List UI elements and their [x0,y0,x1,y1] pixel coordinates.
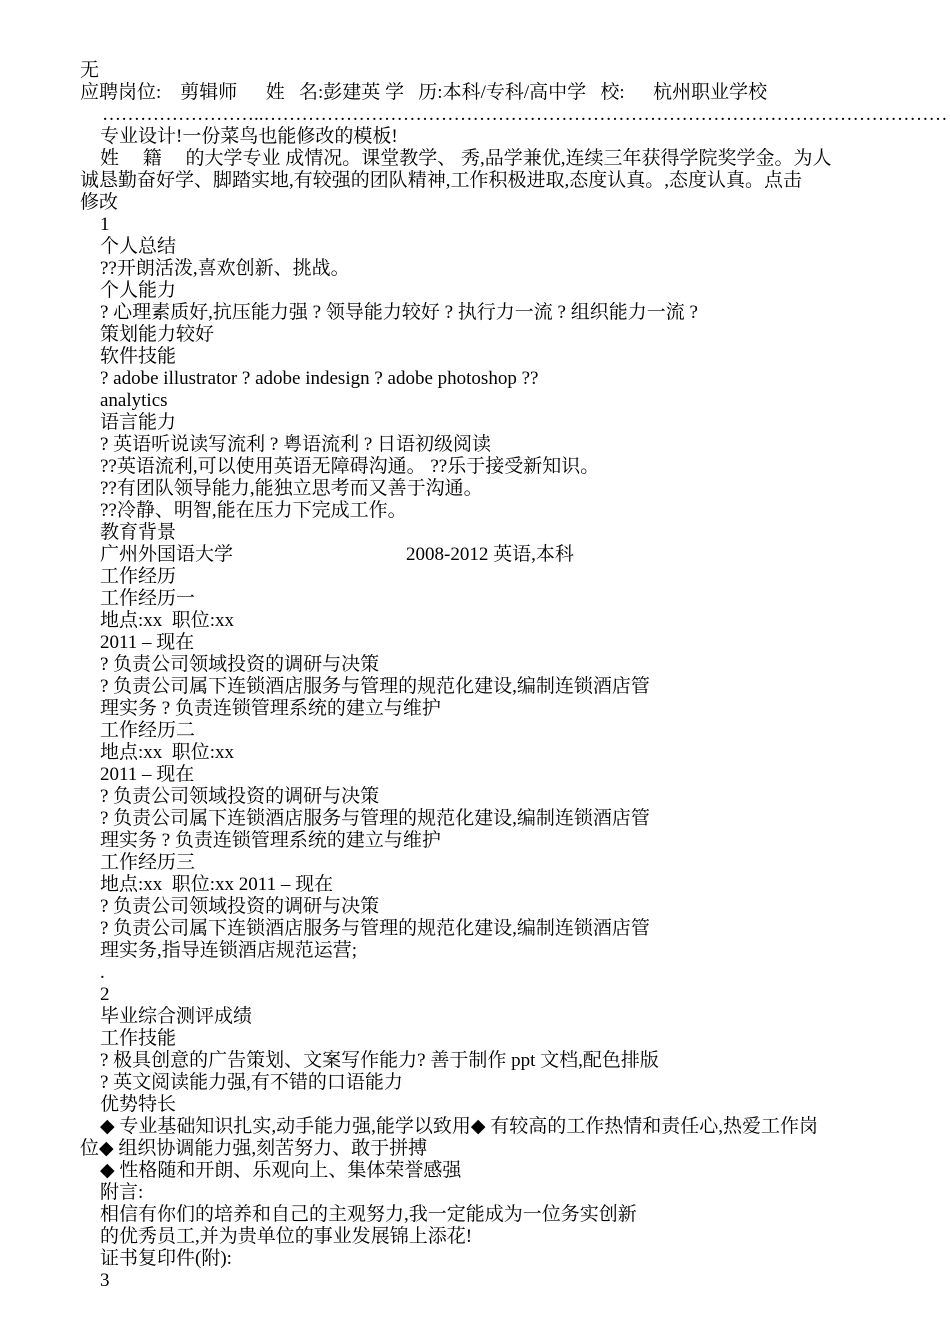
summary-heading: 个人总结 [100,236,177,257]
language-line-4: ??冷静、明智,能在压力下完成工作。 [100,500,407,521]
job-2-place: 地点:xx 职位:xx [100,742,235,763]
appendix-heading: 附言: [100,1182,144,1203]
language-heading: 语言能力 [100,412,177,433]
appendix-line-1: 相信有你们的培养和自己的主观努力,我一定能成为一位务实创新 [100,1204,637,1225]
job-2-duty-3: 理实务 ? 负责连锁管理系统的建立与维护 [100,830,441,851]
ability-heading: 个人能力 [100,280,177,301]
job-2-title: 工作经历二 [100,720,196,741]
education-school: 广州外国语大学 [100,544,234,565]
summary-text: ??开朗活泼,喜欢创新、挑战。 [100,258,350,279]
work-skills-line-2: ? 英文阅读能力强,有不错的口语能力 [100,1072,403,1093]
grades-heading: 毕业综合测评成绩 [100,1006,253,1027]
strengths-heading: 优势特长 [100,1094,177,1115]
job-2-duty-2: ? 负责公司属下连锁酒店服务与管理的规范化建设,编制连锁酒店管 [100,808,650,829]
stray-dot: . [100,962,105,983]
certificate-copies-label: 证书复印件(附): [100,1248,232,1269]
job-1-title: 工作经历一 [100,588,196,609]
education-detail: 2008-2012 英语,本科 [406,544,574,565]
software-line-1: ? adobe illustrator ? adobe indesign ? adobe photoshop ?? [100,368,539,389]
job-1-period: 2011 – 现在 [100,632,195,653]
job-1-duty-3: 理实务 ? 负责连锁管理系统的建立与维护 [100,698,441,719]
software-heading: 软件技能 [100,346,177,367]
work-heading: 工作经历 [100,566,177,587]
education-heading: 教育背景 [100,522,177,543]
intro-line-1: 专业设计!一份菜鸟也能修改的模板! [100,126,398,147]
job-1-duty-2: ? 负责公司属下连锁酒店服务与管理的规范化建设,编制连锁酒店管 [100,676,650,697]
ability-line-2: 策划能力较好 [100,324,215,345]
intro-line-2: 姓 籍 的大学专业 成情况。课堂教学、 秀,品学兼优,连续三年获得学院奖学金。为人 [100,148,832,169]
work-skills-heading: 工作技能 [100,1028,177,1049]
intro-line-3: 诚恳勤奋好学、脚踏实地,有较强的团队精神,工作积极进取,态度认真。,态度认真。点击 [80,170,803,191]
top-text: 无 [80,60,100,81]
language-line-2: ??英语流利,可以使用英语无障碍沟通。 ??乐于接受新知识。 [100,456,600,477]
work-skills-line-1: ? 极具创意的广告策划、文案写作能力? 善于制作 ppt 文档,配色排版 [100,1050,659,1071]
appendix-line-2: 的优秀员工,并为贵单位的事业发展锦上添花! [100,1226,473,1247]
job-2-period: 2011 – 现在 [100,764,195,785]
job-3-place: 地点:xx 职位:xx 2011 – 现在 [100,874,334,895]
job-3-title: 工作经历三 [100,852,196,873]
job-3-duty-3: 理实务,指导连锁酒店规范运营; [100,940,358,961]
strengths-line-1: ◆ 专业基础知识扎实,动手能力强,能学以致用◆ 有较高的工作热情和责任心,热爱工作岗 [100,1116,818,1137]
strengths-line-2: 位◆ 组织协调能力强,刻苦努力、敢于拼搏 [80,1138,428,1159]
job-1-place: 地点:xx 职位:xx [100,610,235,631]
language-line-3: ??有团队领导能力,能独立思考而又善于沟通。 [100,478,483,499]
job-3-duty-2: ? 负责公司属下连锁酒店服务与管理的规范化建设,编制连锁酒店管 [100,918,650,939]
job-3-duty-1: ? 负责公司领域投资的调研与决策 [100,896,380,917]
dotted-separator: ……………………..……………………………………………………………………………………………… [102,104,948,125]
job-1-duty-1: ? 负责公司领域投资的调研与决策 [100,654,380,675]
page-number-2: 2 [100,984,110,1005]
intro-line-4: 修改 [80,192,119,213]
page-number-3: 3 [100,1270,110,1291]
page-number-1: 1 [100,214,110,235]
job-2-duty-1: ? 负责公司领域投资的调研与决策 [100,786,380,807]
software-line-2: analytics [100,390,168,411]
applicant-meta-line: 应聘岗位: 剪辑师 姓 名:彭建英 学 历:本科/专科/高中学 校: 杭州职业学校 [80,82,768,103]
language-line-1: ? 英语听说读写流利 ? 粤语流利 ? 日语初级阅读 [100,434,492,455]
strengths-line-3: ◆ 性格随和开朗、乐观向上、集体荣誉感强 [100,1160,462,1181]
ability-line-1: ? 心理素质好,抗压能力强 ? 领导能力较好 ? 执行力一流 ? 组织能力一流 ? [100,302,698,323]
